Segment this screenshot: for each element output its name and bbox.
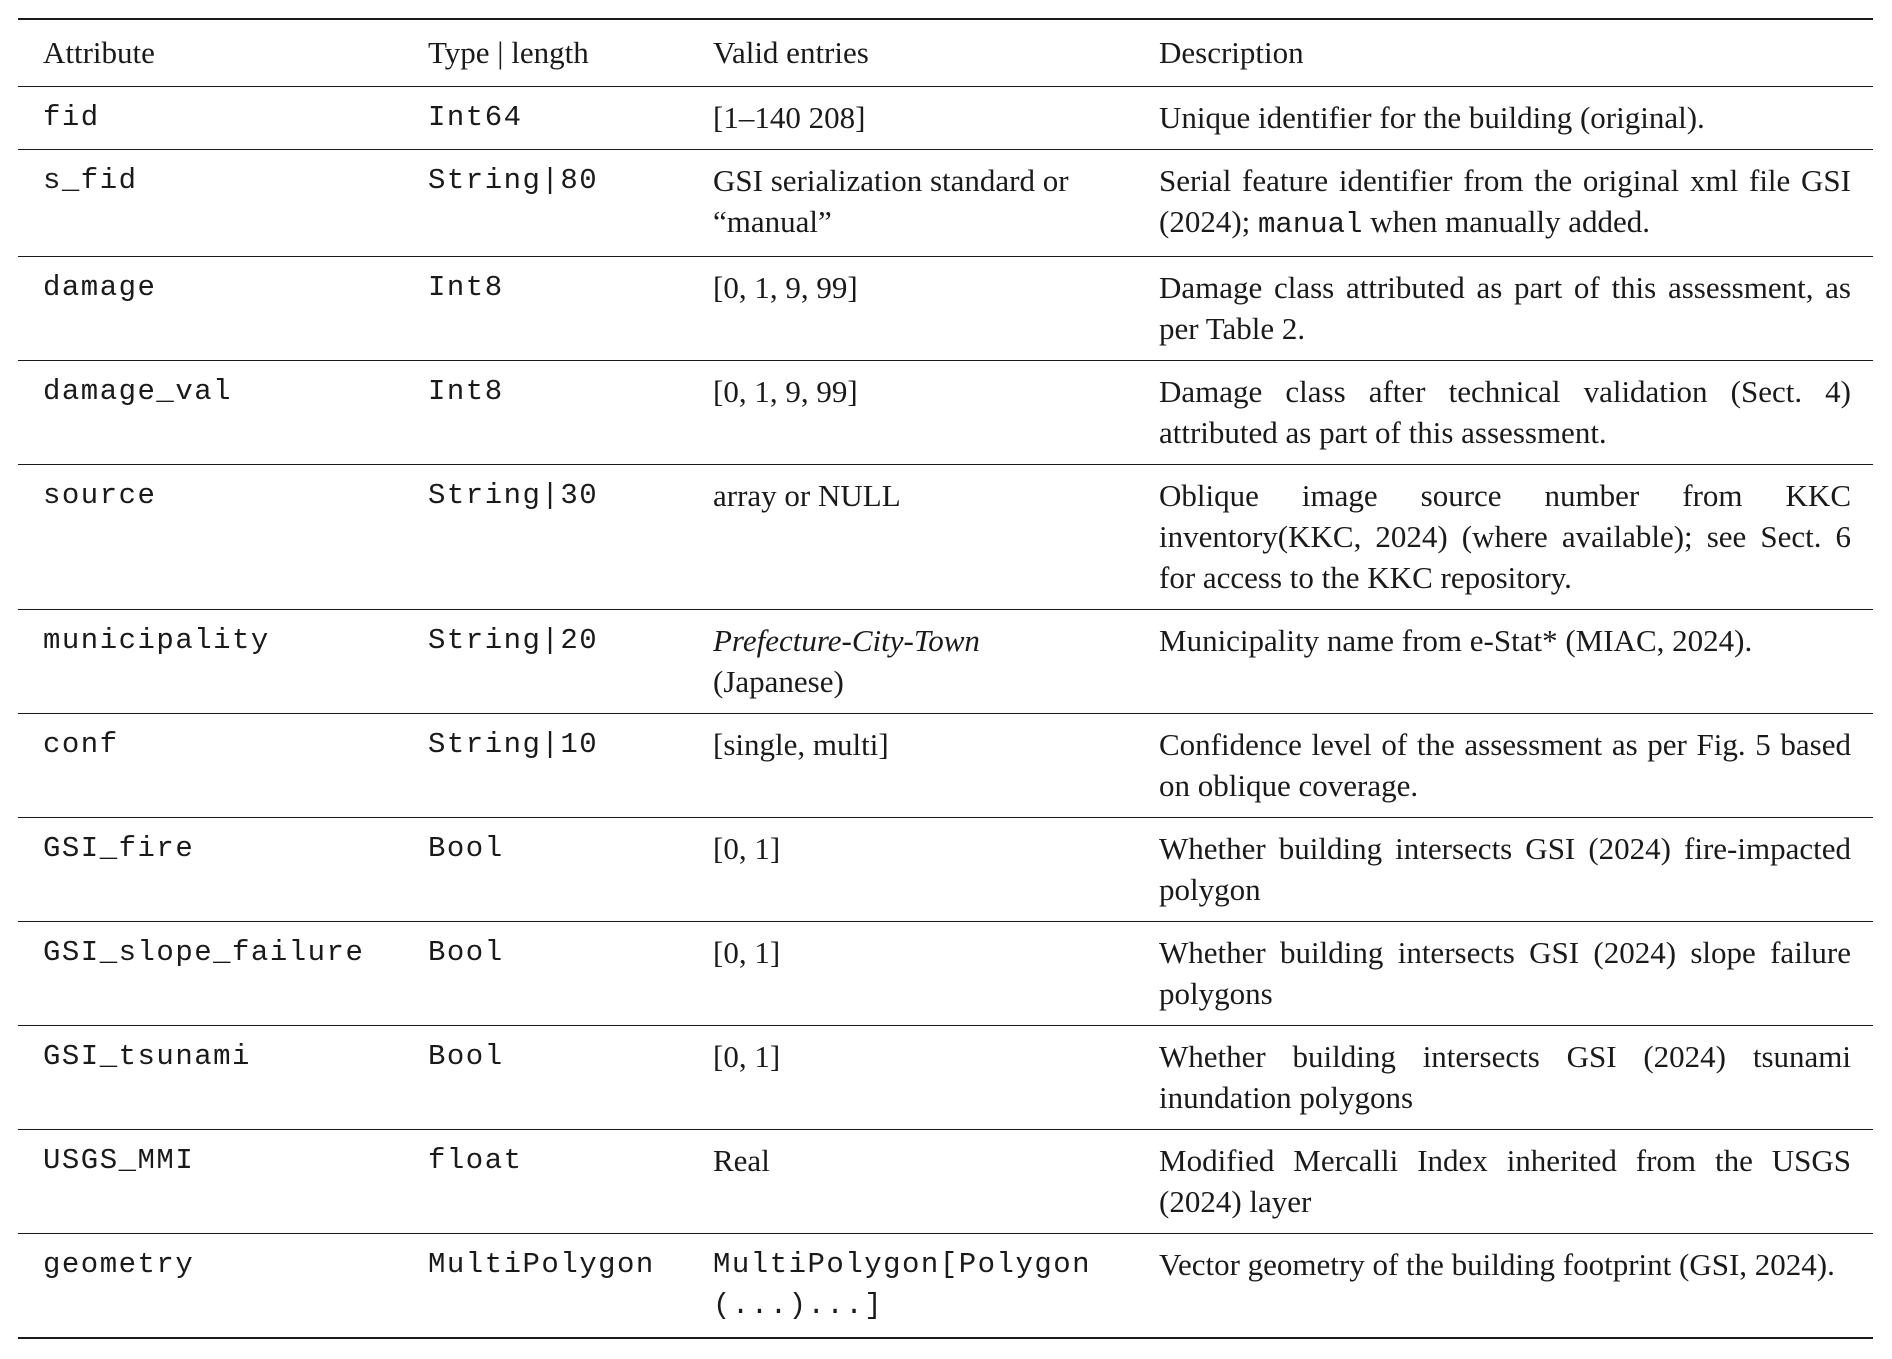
header-attribute: Attribute — [18, 19, 403, 87]
cell-description: Confidence level of the assessment as per Fig. 5 based on oblique coverage. — [1134, 714, 1873, 818]
cell-valid — [688, 610, 1134, 714]
cell-attribute: GSI_fire — [18, 818, 403, 922]
cell-valid: [single, multi] — [688, 714, 1134, 818]
cell-attribute: municipality — [18, 610, 403, 714]
table-row — [18, 1234, 1873, 1339]
attribute-table-container — [18, 18, 1873, 1339]
table-row — [18, 1026, 1873, 1130]
cell-type: Bool — [403, 818, 688, 922]
cell-valid: [1–140 208] — [688, 87, 1134, 150]
cell-description: Municipality name from e-Stat* (MIAC, 2024). — [1134, 610, 1873, 714]
table-row — [18, 610, 1873, 714]
table-row — [18, 818, 1873, 922]
cell-attribute: USGS_MMI — [18, 1130, 403, 1234]
table-row — [18, 1130, 1873, 1234]
cell-valid: array or NULL — [688, 465, 1134, 610]
cell-type: String|30 — [403, 465, 688, 610]
cell-valid: MultiPolygon[Polygon (...)...] — [713, 1248, 1092, 1322]
header-valid-entries: Valid entries — [688, 19, 1134, 87]
table-row — [18, 257, 1873, 361]
cell-valid: [0, 1] — [688, 1026, 1134, 1130]
cell-valid: GSI serialization standard or “manual” — [688, 150, 1134, 257]
cell-description: Whether building intersects GSI (2024) slope failure polygons — [1134, 922, 1873, 1026]
cell-description: Damage class after technical validation (Sect. 4) attributed as part of this assessment. — [1134, 361, 1873, 465]
table-row — [18, 465, 1873, 610]
cell-valid: [0, 1, 9, 99] — [688, 257, 1134, 361]
cell-type: Int8 — [403, 257, 688, 361]
cell-type: Int64 — [403, 87, 688, 150]
table-row — [18, 714, 1873, 818]
cell-description: Modified Mercalli Index inherited from the USGS (2024) layer — [1134, 1130, 1873, 1234]
cell-attribute: GSI_tsunami — [18, 1026, 403, 1130]
table-row — [18, 361, 1873, 465]
header-type-length: Type | length — [403, 19, 688, 87]
attribute-table — [18, 18, 1873, 1339]
cell-description: Whether building intersects GSI (2024) fire-impacted polygon — [1134, 818, 1873, 922]
cell-attribute: conf — [18, 714, 403, 818]
cell-valid: [0, 1] — [688, 818, 1134, 922]
cell-description — [1134, 150, 1873, 257]
cell-description: Whether building intersects GSI (2024) tsunami inundation polygons — [1134, 1026, 1873, 1130]
description-text: Serial feature identifier from the original xml file GSI (2024); — [1159, 163, 1851, 239]
valid-text: (Japanese) — [713, 664, 844, 699]
cell-type: Bool — [403, 922, 688, 1026]
cell-description: Unique identifier for the building (original). — [1134, 87, 1873, 150]
cell-valid: Real — [688, 1130, 1134, 1234]
cell-attribute: geometry — [43, 1248, 195, 1281]
cell-description: Vector geometry of the building footprint (GSI, 2024). — [1159, 1247, 1835, 1282]
cell-attribute: damage_val — [18, 361, 403, 465]
cell-type: Bool — [403, 1026, 688, 1130]
cell-attribute: s_fid — [18, 150, 403, 257]
valid-italic-text: Prefecture-City-Town — [713, 623, 980, 658]
cell-attribute: fid — [18, 87, 403, 150]
description-code: manual — [1258, 208, 1363, 241]
header-description: Description — [1134, 19, 1873, 87]
cell-description: Damage class attributed as part of this assessment, as per Table 2. — [1134, 257, 1873, 361]
cell-type: float — [403, 1130, 688, 1234]
description-text: when manually added. — [1362, 204, 1650, 239]
cell-attribute: damage — [18, 257, 403, 361]
cell-type: String|20 — [403, 610, 688, 714]
cell-type: String|10 — [403, 714, 688, 818]
cell-type: MultiPolygon — [428, 1248, 655, 1281]
table-row — [18, 150, 1873, 257]
cell-type: Int8 — [403, 361, 688, 465]
cell-type: String|80 — [403, 150, 688, 257]
cell-attribute: source — [18, 465, 403, 610]
cell-valid: [0, 1] — [688, 922, 1134, 1026]
cell-attribute: GSI_slope_failure — [18, 922, 403, 1026]
table-row — [18, 922, 1873, 1026]
table-header-row — [18, 19, 1873, 87]
table-row — [18, 87, 1873, 150]
cell-valid: [0, 1, 9, 99] — [688, 361, 1134, 465]
cell-description: Oblique image source number from KKC inventory(KKC, 2024) (where available); see Sect. 6 for access to the KKC repository. — [1134, 465, 1873, 610]
